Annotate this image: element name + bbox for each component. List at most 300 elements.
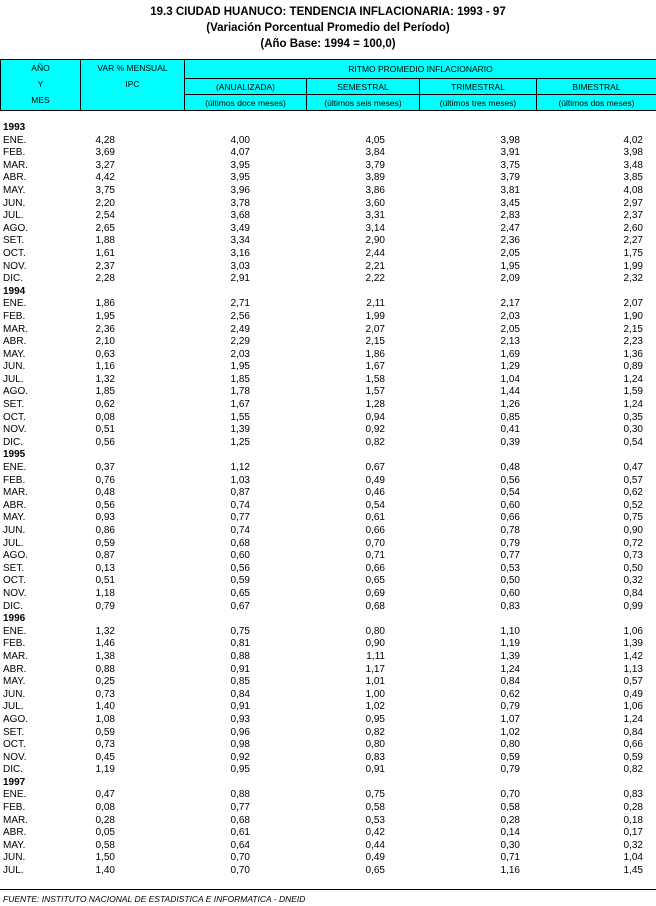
value-cell: 0,59 <box>95 726 115 738</box>
table-row <box>0 336 656 349</box>
value-cell: 0,47 <box>623 462 643 474</box>
value-cell: 0,50 <box>623 562 643 574</box>
value-cell: 1,11 <box>366 650 385 662</box>
value-cell: 1,12 <box>230 462 250 474</box>
value-cell: 1,39 <box>623 638 643 650</box>
header-group: RITMO PROMEDIO INFLACIONARIO <box>185 60 656 79</box>
value-cell: 1,04 <box>500 373 520 385</box>
value-cell: 1,39 <box>500 650 520 662</box>
value-cell: 3,14 <box>365 222 385 234</box>
month-cell: ABR. <box>3 663 27 675</box>
value-cell: 3,95 <box>230 172 250 184</box>
value-cell: 1,46 <box>95 638 115 650</box>
value-cell: 0,62 <box>623 487 643 499</box>
value-cell: 1,36 <box>623 348 643 360</box>
value-cell: 1,45 <box>623 865 643 877</box>
value-cell: 0,71 <box>500 852 520 864</box>
value-cell: 0,77 <box>230 802 250 814</box>
month-cell: MAR. <box>3 487 28 499</box>
value-cell: 2,23 <box>623 336 643 348</box>
table-row <box>0 538 656 551</box>
value-cell: 1,86 <box>365 348 385 360</box>
value-cell: 4,07 <box>230 147 250 159</box>
value-cell: 2,44 <box>365 247 385 259</box>
table-row <box>0 374 656 387</box>
value-cell: 2,15 <box>365 336 385 348</box>
value-cell: 2,10 <box>95 336 115 348</box>
value-cell: 0,79 <box>500 764 520 776</box>
value-cell: 0,73 <box>95 739 115 751</box>
table-row <box>0 512 656 525</box>
value-cell: 0,54 <box>365 499 385 511</box>
value-cell: 0,59 <box>500 751 520 763</box>
value-cell: 3,91 <box>500 147 520 159</box>
value-cell: 0,92 <box>365 424 385 436</box>
month-cell: NOV. <box>3 424 27 436</box>
value-cell: 0,68 <box>230 814 250 826</box>
value-cell: 0,60 <box>230 550 250 562</box>
value-cell: 0,86 <box>95 525 115 536</box>
value-cell: 0,82 <box>365 726 385 738</box>
value-cell: 0,85 <box>500 411 520 423</box>
value-cell: 0,70 <box>365 537 385 549</box>
value-cell: 0,56 <box>230 562 250 574</box>
value-cell: 0,98 <box>230 739 250 751</box>
value-cell: 2,20 <box>95 197 115 209</box>
year-row <box>0 286 656 299</box>
value-cell: 4,42 <box>95 172 115 184</box>
month-cell: JUN. <box>3 361 26 373</box>
value-cell: 0,68 <box>365 600 385 612</box>
value-cell: 0,48 <box>500 462 520 474</box>
table-row <box>0 349 656 362</box>
table-row <box>0 160 656 173</box>
table-header <box>0 59 656 110</box>
value-cell: 0,57 <box>623 676 643 688</box>
table-row <box>0 840 656 853</box>
value-cell: 0,83 <box>365 751 385 763</box>
month-cell: JUN. <box>3 525 26 536</box>
value-cell: 1,39 <box>230 424 250 436</box>
value-cell: 0,65 <box>365 865 385 877</box>
value-cell: 1,95 <box>95 310 115 322</box>
value-cell: 0,63 <box>95 348 115 360</box>
value-cell: 0,74 <box>230 525 250 536</box>
value-cell: 0,25 <box>95 676 115 688</box>
month-cell: FEB. <box>3 802 26 814</box>
year-row <box>0 613 656 626</box>
header-semester: SEMESTRAL <box>307 79 420 95</box>
value-cell: 3,75 <box>500 159 520 171</box>
month-cell: FEB. <box>3 147 26 159</box>
value-cell: 0,70 <box>230 865 250 877</box>
value-cell: 1,75 <box>623 247 643 259</box>
value-cell: 0,13 <box>95 562 115 574</box>
value-cell: 0,94 <box>365 411 385 423</box>
table-row <box>0 273 656 286</box>
value-cell: 2,90 <box>365 235 385 247</box>
table-row <box>0 147 656 160</box>
value-cell: 1,32 <box>95 625 115 637</box>
value-cell: 1,24 <box>623 399 643 411</box>
value-cell: 0,93 <box>95 512 115 524</box>
value-cell: 0,37 <box>95 462 115 474</box>
value-cell: 0,66 <box>365 525 385 536</box>
value-cell: 1,17 <box>365 663 385 675</box>
value-cell: 0,93 <box>230 713 250 725</box>
value-cell: 1,06 <box>623 701 643 713</box>
month-cell: JUN. <box>3 852 26 864</box>
value-cell: 1,26 <box>500 399 520 411</box>
value-cell: 0,82 <box>623 764 643 776</box>
value-cell: 0,08 <box>95 802 115 814</box>
value-cell: 0,95 <box>365 713 385 725</box>
value-cell: 3,85 <box>623 172 643 184</box>
month-cell: ABR. <box>3 827 27 839</box>
value-cell: 3,27 <box>95 159 115 171</box>
month-cell: MAR. <box>3 323 28 335</box>
table-row <box>0 802 656 815</box>
value-cell: 1,03 <box>230 474 250 486</box>
table-row <box>0 386 656 399</box>
value-cell: 0,42 <box>365 827 385 839</box>
month-cell: JUN. <box>3 197 26 209</box>
table-row <box>0 588 656 601</box>
header-annual-note: (últimos doce meses) <box>185 95 307 111</box>
month-cell: ENE. <box>3 134 27 146</box>
table-row <box>0 638 656 651</box>
value-cell: 1,32 <box>95 373 115 385</box>
value-cell: 0,59 <box>230 575 250 587</box>
month-cell: OCT. <box>3 411 26 423</box>
value-cell: 0,32 <box>623 839 643 851</box>
month-cell: ABR. <box>3 499 27 511</box>
value-cell: 2,47 <box>500 222 520 234</box>
month-cell: SET. <box>3 399 25 411</box>
month-cell: AGO. <box>3 222 29 234</box>
value-cell: 1,19 <box>95 764 115 776</box>
value-cell: 2,17 <box>500 298 520 310</box>
value-cell: 0,57 <box>623 474 643 486</box>
month-cell: NOV. <box>3 260 27 272</box>
month-cell: JUL. <box>3 865 24 877</box>
header-bimester-note: (últimos dos meses) <box>537 95 656 111</box>
value-cell: 0,58 <box>95 839 115 851</box>
value-cell: 0,32 <box>623 575 643 587</box>
value-cell: 1,02 <box>500 726 520 738</box>
month-cell: OCT. <box>3 739 26 751</box>
table-row <box>0 261 656 274</box>
value-cell: 0,90 <box>623 525 643 536</box>
value-cell: 2,56 <box>230 310 250 322</box>
value-cell: 2,15 <box>623 323 643 335</box>
value-cell: 0,80 <box>500 739 520 751</box>
value-cell: 0,91 <box>230 701 250 713</box>
month-cell: DIC. <box>3 600 23 612</box>
table-row <box>0 789 656 802</box>
table-row <box>0 525 656 538</box>
value-cell: 0,51 <box>95 575 115 587</box>
value-cell: 1,28 <box>365 399 385 411</box>
value-cell: 0,75 <box>365 789 385 801</box>
table-row <box>0 412 656 425</box>
table-row <box>0 248 656 261</box>
title-line-3: (Año Base: 1994 = 100,0) <box>260 38 396 50</box>
value-cell: 0,66 <box>365 562 385 574</box>
value-cell: 0,56 <box>500 474 520 486</box>
value-cell: 0,91 <box>365 764 385 776</box>
value-cell: 1,50 <box>95 852 115 864</box>
header-year-month <box>1 60 81 111</box>
value-cell: 3,95 <box>230 159 250 171</box>
value-cell: 0,28 <box>500 814 520 826</box>
month-cell: JUL. <box>3 373 24 385</box>
table-row <box>0 361 656 374</box>
value-cell: 2,27 <box>623 235 643 247</box>
table-row <box>0 462 656 475</box>
table-row <box>0 601 656 614</box>
table-row <box>0 135 656 148</box>
year-label: 1995 <box>3 449 26 461</box>
year-label: 1997 <box>3 776 26 788</box>
month-cell: MAR. <box>3 814 28 826</box>
value-cell: 0,67 <box>230 600 250 612</box>
value-cell: 1,86 <box>95 298 115 310</box>
value-cell: 0,49 <box>365 474 385 486</box>
table-row <box>0 676 656 689</box>
value-cell: 0,59 <box>623 751 643 763</box>
value-cell: 0,77 <box>230 512 250 524</box>
value-cell: 3,48 <box>623 159 643 171</box>
value-cell: 0,56 <box>95 499 115 511</box>
month-cell: NOV. <box>3 587 27 599</box>
value-cell: 1,00 <box>365 688 385 700</box>
value-cell: 1,67 <box>365 361 385 373</box>
value-cell: 0,48 <box>95 487 115 499</box>
header-y-label: Y <box>37 79 44 89</box>
table-row <box>0 550 656 563</box>
table-row <box>0 475 656 488</box>
value-cell: 1,88 <box>95 235 115 247</box>
month-cell: JUN. <box>3 688 26 700</box>
month-cell: MAY. <box>3 184 26 196</box>
table-row <box>0 324 656 337</box>
table-row <box>0 739 656 752</box>
value-cell: 0,58 <box>500 802 520 814</box>
month-cell: ENE. <box>3 789 27 801</box>
value-cell: 0,83 <box>500 600 520 612</box>
value-cell: 2,11 <box>366 298 385 310</box>
year-row <box>0 777 656 790</box>
value-cell: 0,30 <box>500 839 520 851</box>
value-cell: 0,39 <box>500 436 520 448</box>
title-line-1: 19.3 CIUDAD HUANUCO: TENDENCIA INFLACIONARIA: 1993 - 97 <box>150 6 506 18</box>
title-block <box>0 4 656 52</box>
table-row <box>0 827 656 840</box>
value-cell: 0,65 <box>230 587 250 599</box>
value-cell: 0,84 <box>230 688 250 700</box>
value-cell: 3,60 <box>365 197 385 209</box>
value-cell: 2,37 <box>95 260 115 272</box>
month-cell: SET. <box>3 562 25 574</box>
value-cell: 2,91 <box>230 273 250 285</box>
value-cell: 2,36 <box>95 323 115 335</box>
month-cell: ENE. <box>3 462 27 474</box>
value-cell: 1,40 <box>95 701 115 713</box>
value-cell: 0,89 <box>623 361 643 373</box>
month-cell: ABR. <box>3 336 27 348</box>
value-cell: 2,03 <box>500 310 520 322</box>
value-cell: 1,04 <box>623 852 643 864</box>
value-cell: 3,79 <box>500 172 520 184</box>
value-cell: 3,86 <box>365 184 385 196</box>
month-cell: MAR. <box>3 159 28 171</box>
value-cell: 1,29 <box>500 361 520 373</box>
value-cell: 4,08 <box>623 184 643 196</box>
value-cell: 0,41 <box>500 424 520 436</box>
value-cell: 2,21 <box>365 260 385 272</box>
value-cell: 0,60 <box>500 499 520 511</box>
value-cell: 3,84 <box>365 147 385 159</box>
value-cell: 1,44 <box>500 386 520 398</box>
value-cell: 4,02 <box>623 134 643 146</box>
value-cell: 0,46 <box>365 487 385 499</box>
value-cell: 3,98 <box>623 147 643 159</box>
value-cell: 2,36 <box>500 235 520 247</box>
value-cell: 0,28 <box>623 802 643 814</box>
table-row <box>0 500 656 513</box>
value-cell: 0,99 <box>623 600 643 612</box>
header-ipc <box>81 60 185 111</box>
value-cell: 0,69 <box>365 587 385 599</box>
value-cell: 1,90 <box>623 310 643 322</box>
value-cell: 1,01 <box>365 676 385 688</box>
value-cell: 1,10 <box>500 625 520 637</box>
value-cell: 2,03 <box>230 348 250 360</box>
value-cell: 1,24 <box>623 373 643 385</box>
header-year-label: AÑO <box>31 63 50 73</box>
year-label: 1994 <box>3 285 26 297</box>
value-cell: 0,61 <box>230 827 250 839</box>
value-cell: 1,55 <box>230 411 250 423</box>
table-row <box>0 815 656 828</box>
table-row <box>0 311 656 324</box>
header-bimester: BIMESTRAL <box>537 79 656 95</box>
value-cell: 0,14 <box>500 827 520 839</box>
value-cell: 2,05 <box>500 247 520 259</box>
table-row <box>0 487 656 500</box>
value-cell: 1,24 <box>500 663 520 675</box>
value-cell: 2,28 <box>95 273 115 285</box>
table-row <box>0 714 656 727</box>
value-cell: 2,29 <box>230 336 250 348</box>
month-cell: OCT. <box>3 575 26 587</box>
header-semester-note: (últimos seis meses) <box>307 95 420 111</box>
value-cell: 0,67 <box>365 462 385 474</box>
table-row <box>0 852 656 865</box>
value-cell: 2,65 <box>95 222 115 234</box>
value-cell: 3,81 <box>500 184 520 196</box>
value-cell: 1,40 <box>95 865 115 877</box>
month-cell: OCT. <box>3 247 26 259</box>
month-cell: SET. <box>3 726 25 738</box>
month-cell: ENE. <box>3 298 27 310</box>
value-cell: 1,57 <box>365 386 385 398</box>
value-cell: 2,49 <box>230 323 250 335</box>
value-cell: 0,80 <box>365 625 385 637</box>
value-cell: 3,31 <box>365 210 385 222</box>
header-ipc-line-1: VAR % MENSUAL <box>97 63 168 73</box>
value-cell: 1,95 <box>230 361 250 373</box>
value-cell: 0,60 <box>500 587 520 599</box>
value-cell: 1,42 <box>623 650 643 662</box>
table-row <box>0 210 656 223</box>
value-cell: 2,60 <box>623 222 643 234</box>
table-row <box>0 563 656 576</box>
value-cell: 0,72 <box>623 537 643 549</box>
year-label: 1996 <box>3 613 26 625</box>
value-cell: 1,19 <box>500 638 520 650</box>
value-cell: 2,32 <box>623 273 643 285</box>
value-cell: 0,28 <box>95 814 115 826</box>
value-cell: 1,07 <box>500 713 520 725</box>
value-cell: 0,51 <box>95 424 115 436</box>
value-cell: 0,78 <box>500 525 520 536</box>
value-cell: 0,85 <box>230 676 250 688</box>
month-cell: SET. <box>3 235 25 247</box>
value-cell: 0,75 <box>623 512 643 524</box>
value-cell: 0,68 <box>230 537 250 549</box>
month-cell: FEB. <box>3 310 26 322</box>
month-cell: MAY. <box>3 676 26 688</box>
value-cell: 0,77 <box>500 550 520 562</box>
table-row <box>0 664 656 677</box>
value-cell: 0,66 <box>623 739 643 751</box>
value-cell: 0,92 <box>230 751 250 763</box>
value-cell: 4,00 <box>230 134 250 146</box>
value-cell: 2,07 <box>623 298 643 310</box>
month-cell: ABR. <box>3 172 27 184</box>
value-cell: 0,65 <box>365 575 385 587</box>
value-cell: 3,75 <box>95 184 115 196</box>
table-row <box>0 437 656 450</box>
table-row <box>0 424 656 437</box>
value-cell: 3,96 <box>230 184 250 196</box>
value-cell: 0,87 <box>230 487 250 499</box>
month-cell: MAR. <box>3 650 28 662</box>
table-row <box>0 185 656 198</box>
value-cell: 1,02 <box>365 701 385 713</box>
value-cell: 1,13 <box>623 663 643 675</box>
month-cell: DIC. <box>3 273 23 285</box>
table-row <box>0 865 656 878</box>
value-cell: 2,22 <box>365 273 385 285</box>
value-cell: 1,69 <box>500 348 520 360</box>
value-cell: 0,62 <box>500 688 520 700</box>
year-label: 1993 <box>3 122 26 133</box>
value-cell: 1,18 <box>95 587 115 599</box>
value-cell: 1,06 <box>623 625 643 637</box>
table-row <box>0 198 656 211</box>
value-cell: 3,89 <box>365 172 385 184</box>
value-cell: 4,28 <box>95 134 115 146</box>
value-cell: 0,61 <box>365 512 385 524</box>
value-cell: 3,45 <box>500 197 520 209</box>
value-cell: 0,83 <box>623 789 643 801</box>
value-cell: 0,88 <box>230 789 250 801</box>
value-cell: 1,95 <box>500 260 520 272</box>
value-cell: 0,75 <box>230 625 250 637</box>
